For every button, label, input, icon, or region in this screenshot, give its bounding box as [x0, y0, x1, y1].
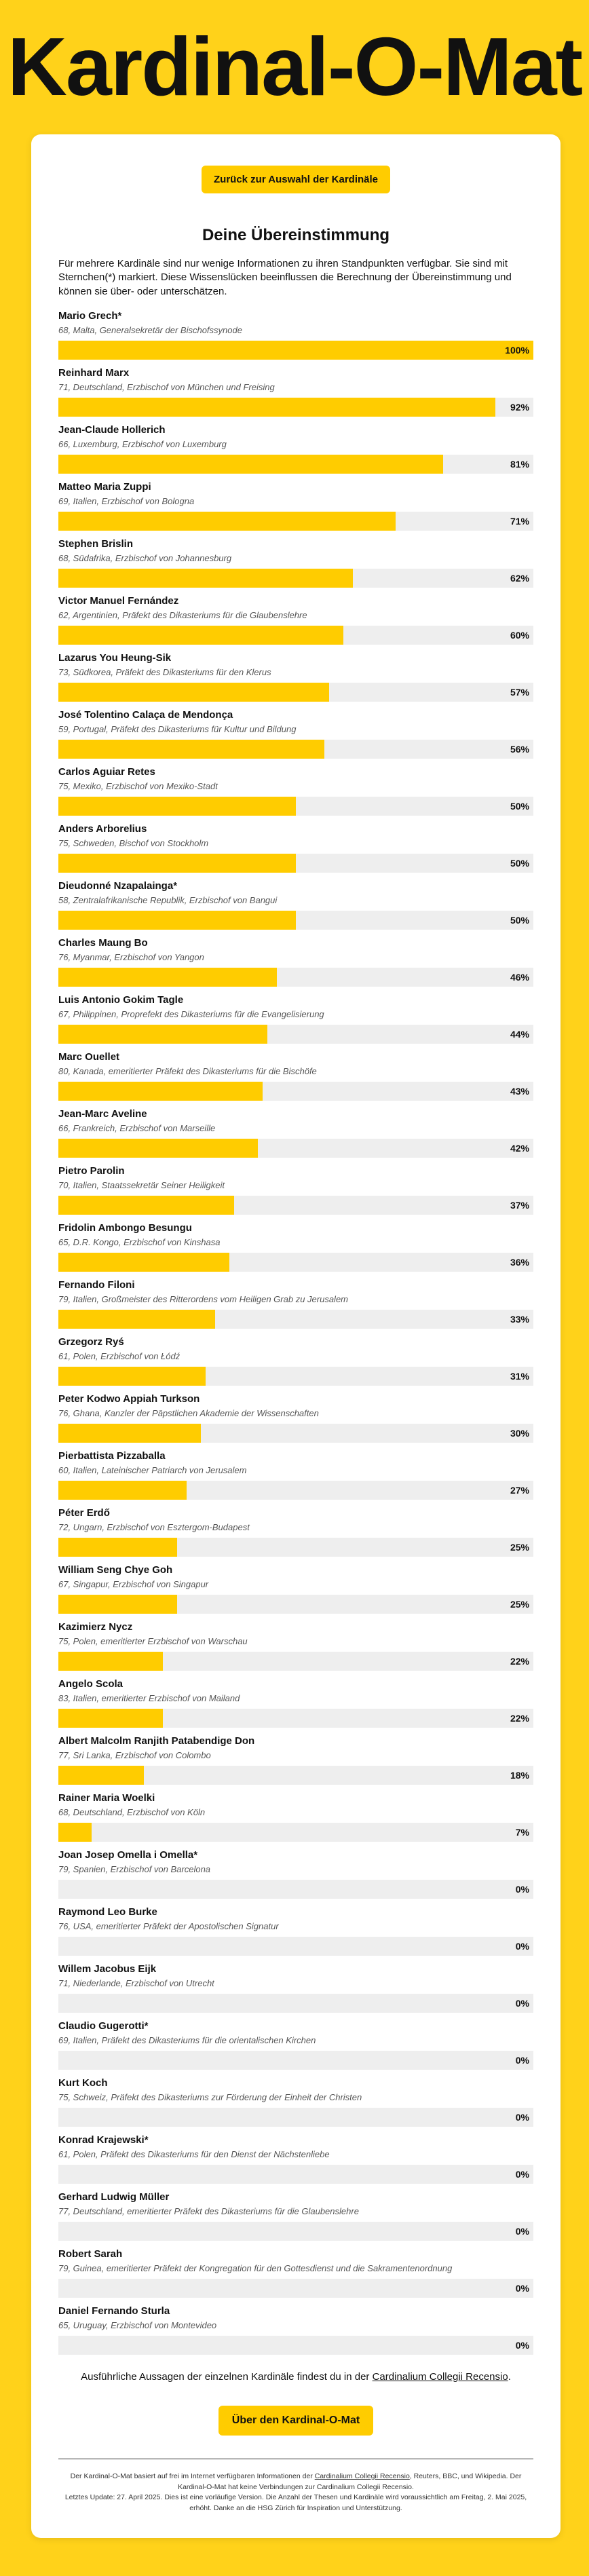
match-bar	[58, 1766, 533, 1785]
match-bar	[58, 1253, 533, 1272]
match-bar	[58, 2279, 533, 2298]
match-bar	[58, 1310, 533, 1329]
match-bar	[58, 911, 533, 930]
cardinal-name: Willem Jacobus Eijk	[58, 1963, 157, 1975]
match-percentage: 31%	[510, 1370, 529, 1382]
cardinal-name: Gerhard Ludwig Müller	[58, 2191, 170, 2203]
match-bar	[58, 1481, 533, 1500]
result-item	[58, 879, 533, 936]
match-percentage: 30%	[510, 1427, 529, 1439]
cardinal-name: Jean-Marc Aveline	[58, 1107, 147, 1120]
match-percentage: 18%	[510, 1769, 529, 1781]
cardinal-details: 71, Niederlande, Erzbischof von Utrecht	[58, 1977, 214, 1988]
cardinal-details: 67, Singapur, Erzbischof von Singapur	[58, 1578, 209, 1589]
match-bar	[58, 341, 533, 360]
result-item	[58, 1735, 533, 1792]
match-bar	[58, 1880, 533, 1899]
result-item	[58, 1507, 533, 1564]
match-bar-fill	[58, 1082, 263, 1101]
match-percentage: 92%	[510, 401, 529, 413]
match-bar	[58, 1709, 533, 1728]
cardinal-name: Konrad Krajewski*	[58, 2134, 149, 2146]
match-bar	[58, 1139, 533, 1158]
result-item	[58, 1963, 533, 2020]
match-percentage: 44%	[510, 1028, 529, 1040]
match-bar	[58, 2051, 533, 2070]
match-percentage: 25%	[510, 1598, 529, 1610]
result-item	[58, 651, 533, 708]
cardinal-name: Reinhard Marx	[58, 366, 130, 379]
match-bar-fill	[58, 683, 329, 702]
cardinal-details: 75, Schweiz, Präfekt des Dikasteriums zur Förderung der Einheit der Christen	[58, 2091, 362, 2102]
match-bar	[58, 626, 533, 645]
cardinal-details: 75, Schweden, Bischof von Stockholm	[58, 837, 209, 848]
match-bar-fill	[58, 740, 324, 759]
result-item	[58, 2020, 533, 2077]
cardinal-details: 77, Sri Lanka, Erzbischof von Colombo	[58, 1749, 211, 1760]
cardinal-name: Fernando Filoni	[58, 1278, 135, 1291]
match-bar-fill	[58, 1139, 258, 1158]
cardinal-name: Grzegorz Ryś	[58, 1336, 124, 1348]
match-percentage: 62%	[510, 572, 529, 584]
result-item	[58, 1678, 533, 1735]
match-bar-fill	[58, 341, 533, 360]
cardinal-name: Mario Grech*	[58, 309, 122, 322]
match-percentage: 50%	[510, 914, 529, 926]
match-percentage: 71%	[510, 515, 529, 527]
match-bar	[58, 2165, 533, 2184]
cardinal-details: 68, Südafrika, Erzbischof von Johannesburg	[58, 552, 232, 563]
cardinal-name: Carlos Aguiar Retes	[58, 765, 155, 778]
recensio-link[interactable]: Cardinalium Collegii Recensio	[372, 2370, 508, 2383]
match-bar	[58, 1025, 533, 1044]
match-bar-fill	[58, 1652, 163, 1671]
match-percentage: 33%	[510, 1313, 529, 1325]
fine-print-text: Der Kardinal-O-Mat basiert auf frei im Internet verfügbaren Informationen der	[70, 2471, 315, 2480]
match-percentage: 25%	[510, 1541, 529, 1553]
cardinal-name: Claudio Gugerotti*	[58, 2020, 149, 2032]
cardinal-details: 75, Mexiko, Erzbischof von Mexiko-Stadt	[58, 780, 218, 791]
cardinal-details: 79, Guinea, emeritierter Präfekt der Kongregation für den Gottesdienst und die Sakramentenordnung	[58, 2262, 453, 2273]
cardinal-name: Dieudonné Nzapalainga*	[58, 879, 178, 892]
match-bar-fill	[58, 455, 443, 474]
cardinal-name: William Seng Chye Goh	[58, 1564, 173, 1576]
match-bar	[58, 1538, 533, 1557]
result-item	[58, 993, 533, 1050]
cardinal-details: 79, Italien, Großmeister des Ritterordens vom Heiligen Grab zu Jerusalem	[58, 1293, 349, 1304]
cardinal-details: 72, Ungarn, Erzbischof von Esztergom-Budapest	[58, 1521, 250, 1532]
match-percentage: 0%	[515, 2225, 529, 2237]
result-item	[58, 423, 533, 480]
result-item	[58, 1221, 533, 1278]
match-bar	[58, 968, 533, 987]
cardinal-details: 66, Luxemburg, Erzbischof von Luxemburg	[58, 438, 227, 449]
details-note-text: Ausführliche Aussagen der einzelnen Kardinäle findest du in der	[81, 2370, 373, 2383]
match-bar-fill	[58, 626, 343, 645]
match-bar	[58, 2222, 533, 2241]
cardinal-name: Victor Manuel Fernández	[58, 594, 179, 607]
cardinal-name: Stephen Brislin	[58, 537, 134, 550]
cardinal-name: Marc Ouellet	[58, 1050, 120, 1063]
match-bar-fill	[58, 1367, 206, 1386]
match-percentage: 0%	[515, 2282, 529, 2294]
match-bar-fill	[58, 1766, 144, 1785]
result-item	[58, 708, 533, 765]
match-bar	[58, 1994, 533, 2013]
match-bar-fill	[58, 1595, 177, 1614]
result-item	[58, 309, 533, 366]
match-bar-fill	[58, 854, 296, 873]
cardinal-name: Albert Malcolm Ranjith Patabendige Don	[58, 1735, 255, 1747]
details-note-end: .	[508, 2370, 511, 2383]
cardinal-details: 69, Italien, Erzbischof von Bologna	[58, 495, 195, 506]
cardinal-details: 77, Deutschland, emeritierter Präfekt des Dikasteriums für die Glaubenslehre	[58, 2205, 359, 2216]
match-bar	[58, 1595, 533, 1614]
result-item	[58, 1450, 533, 1507]
cardinal-name: Peter Kodwo Appiah Turkson	[58, 1393, 200, 1405]
match-percentage: 0%	[515, 1883, 529, 1895]
cardinal-details: 69, Italien, Präfekt des Dikasteriums für die orientalischen Kirchen	[58, 2034, 316, 2045]
cardinal-name: Joan Josep Omella i Omella*	[58, 1849, 198, 1861]
details-note	[58, 2371, 533, 2383]
match-bar-fill	[58, 1196, 234, 1215]
cardinal-details: 66, Frankreich, Erzbischof von Marseille	[58, 1122, 216, 1133]
result-item	[58, 2191, 533, 2248]
cardinal-details: 62, Argentinien, Präfekt des Dikasteriums für die Glaubenslehre	[58, 609, 307, 620]
match-bar-fill	[58, 1025, 267, 1044]
match-percentage: 22%	[510, 1712, 529, 1724]
cardinal-name: Anders Arborelius	[58, 822, 147, 835]
match-percentage: 0%	[515, 2339, 529, 2351]
match-bar-fill	[58, 398, 495, 417]
match-percentage: 56%	[510, 743, 529, 755]
result-item	[58, 2248, 533, 2305]
match-percentage: 100%	[505, 344, 529, 356]
result-item	[58, 480, 533, 537]
match-percentage: 7%	[515, 1826, 529, 1838]
match-bar	[58, 1937, 533, 1956]
result-item	[58, 1792, 533, 1849]
result-item	[58, 594, 533, 651]
match-bar	[58, 398, 533, 417]
match-percentage: 81%	[510, 458, 529, 470]
result-item	[58, 1107, 533, 1164]
match-bar	[58, 1082, 533, 1101]
result-item	[58, 2077, 533, 2134]
match-bar	[58, 1823, 533, 1842]
match-percentage: 36%	[510, 1256, 529, 1268]
result-item	[58, 765, 533, 822]
match-bar	[58, 569, 533, 588]
cardinal-details: 80, Kanada, emeritierter Präfekt des Dikasteriums für die Bischöfe	[58, 1065, 317, 1076]
cardinal-name: Kurt Koch	[58, 2077, 108, 2089]
match-bar-fill	[58, 512, 396, 531]
match-bar-fill	[58, 1538, 177, 1557]
result-item	[58, 1336, 533, 1393]
cardinal-name: Jean-Claude Hollerich	[58, 423, 166, 436]
match-percentage: 50%	[510, 800, 529, 812]
match-percentage: 0%	[515, 2054, 529, 2066]
cardinal-name: Kazimierz Nycz	[58, 1621, 133, 1633]
match-bar-fill	[58, 1253, 229, 1272]
match-percentage: 0%	[515, 2111, 529, 2123]
brand-title: Kardinal-O-Mat	[7, 20, 582, 113]
cardinal-name: José Tolentino Calaça de Mendonça	[58, 708, 233, 721]
cardinal-details: 83, Italien, emeritierter Erzbischof von Mailand	[58, 1692, 240, 1703]
intro-text: Für mehrere Kardinäle sind nur wenige Informationen zu ihren Standpunkten verfügbar. Sie sind mit Sternchen(*) markiert. Diese Wissenslücken beeinflussen die Berechnung der Übereinstimmung und können sie über- oder unterschätzen.	[58, 258, 512, 297]
match-percentage: 0%	[515, 2168, 529, 2180]
match-bar	[58, 512, 533, 531]
match-percentage: 57%	[510, 686, 529, 698]
cardinal-name: Matteo Maria Zuppi	[58, 480, 151, 493]
cardinal-details: 73, Südkorea, Präfekt des Dikasteriums für den Klerus	[58, 666, 271, 677]
match-percentage: 27%	[510, 1484, 529, 1496]
cardinal-details: 65, Uruguay, Erzbischof von Montevideo	[58, 2319, 217, 2330]
cardinal-name: Charles Maung Bo	[58, 936, 148, 949]
cardinal-details: 68, Malta, Generalsekretär der Bischofssynode	[58, 324, 242, 335]
cardinal-name: Angelo Scola	[58, 1678, 124, 1690]
cardinal-details: 58, Zentralafrikanische Republik, Erzbischof von Bangui	[58, 894, 278, 905]
cardinal-details: 60, Italien, Lateinischer Patriarch von Jerusalem	[58, 1464, 247, 1475]
page-title: Deine Übereinstimmung	[202, 226, 390, 244]
back-to-selection-button[interactable]: Zurück zur Auswahl der Kardinäle	[202, 166, 390, 193]
match-bar-fill	[58, 911, 296, 930]
cardinal-details: 59, Portugal, Präfekt des Dikasteriums für Kultur und Bildung	[58, 723, 297, 734]
results-list	[58, 309, 533, 2362]
result-item	[58, 1906, 533, 1963]
match-bar	[58, 683, 533, 702]
match-bar-fill	[58, 797, 296, 816]
match-bar-fill	[58, 1310, 215, 1329]
result-item	[58, 936, 533, 993]
cardinal-details: 76, USA, emeritierter Präfekt der Apostolischen Signatur	[58, 1920, 279, 1931]
match-bar-fill	[58, 1709, 163, 1728]
cardinal-details: 61, Polen, Präfekt des Dikasteriums für den Dienst der Nächstenliebe	[58, 2148, 330, 2159]
cardinal-details: 61, Polen, Erzbischof von Łódź	[58, 1350, 180, 1361]
match-bar	[58, 854, 533, 873]
cardinal-details: 79, Spanien, Erzbischof von Barcelona	[58, 1863, 211, 1874]
match-percentage: 46%	[510, 971, 529, 983]
result-item	[58, 2134, 533, 2191]
result-item	[58, 1849, 533, 1906]
cardinal-name: Lazarus You Heung-Sik	[58, 651, 172, 664]
match-bar-fill	[58, 569, 353, 588]
result-item	[58, 366, 533, 423]
result-item	[58, 1621, 533, 1678]
match-percentage: 37%	[510, 1199, 529, 1211]
result-item	[58, 1393, 533, 1450]
match-bar	[58, 2336, 533, 2355]
match-bar-fill	[58, 1823, 92, 1842]
cardinal-name: Péter Erdő	[58, 1507, 110, 1519]
brand-header	[0, 0, 589, 133]
cardinal-details: 76, Ghana, Kanzler der Päpstlichen Akademie der Wissenschaften	[58, 1407, 319, 1418]
match-percentage: 43%	[510, 1085, 529, 1097]
cardinal-name: Pierbattista Pizzaballa	[58, 1450, 166, 1462]
fine-print-recensio-link[interactable]: Cardinalium Collegii Recensio	[314, 2471, 410, 2480]
cardinal-name: Luis Antonio Gokim Tagle	[58, 993, 184, 1006]
about-button[interactable]: Über den Kardinal-O-Mat	[218, 2406, 373, 2436]
result-item	[58, 2305, 533, 2362]
match-bar	[58, 1196, 533, 1215]
result-item	[58, 1050, 533, 1107]
match-bar	[58, 2108, 533, 2127]
cardinal-name: Pietro Parolin	[58, 1164, 125, 1177]
match-bar-fill	[58, 1424, 201, 1443]
match-bar	[58, 740, 533, 759]
cardinal-details: 71, Deutschland, Erzbischof von München und Freising	[58, 381, 275, 392]
match-bar	[58, 797, 533, 816]
result-item	[58, 1564, 533, 1621]
match-bar-fill	[58, 968, 277, 987]
match-bar-fill	[58, 1481, 187, 1500]
match-bar	[58, 1424, 533, 1443]
match-bar	[58, 1367, 533, 1386]
match-percentage: 50%	[510, 857, 529, 869]
result-item	[58, 537, 533, 594]
fine-print-line-2: Letztes Update: 27. April 2025. Dies ist eine vorläufige Version. Die Anzahl der Thesen und Kardinäle wird voraussichtlich am Freitag, 2. Mai 2025, erhöht. Danke an die HSG Zürich für Inspiration und Unterstützung.	[64, 2493, 527, 2512]
result-item	[58, 1164, 533, 1221]
fine-print-text-after: , Reuters, BBC, und Wikipedia. Der Kardinal-O-Mat hat keine Verbindungen zur Cardinalium Collegii Recensio.	[178, 2471, 522, 2491]
match-percentage: 0%	[515, 1997, 529, 2009]
cardinal-name: Robert Sarah	[58, 2248, 123, 2260]
cardinal-name: Raymond Leo Burke	[58, 1906, 157, 1918]
cardinal-name: Rainer Maria Woelki	[58, 1792, 155, 1804]
match-bar	[58, 1652, 533, 1671]
match-percentage: 22%	[510, 1655, 529, 1667]
result-item	[58, 1278, 533, 1336]
result-item	[58, 822, 533, 879]
cardinal-details: 67, Philippinen, Proprefekt des Dikasteriums für die Evangelisierung	[58, 1008, 324, 1019]
cardinal-details: 70, Italien, Staatssekretär Seiner Heiligkeit	[58, 1179, 225, 1190]
match-bar	[58, 455, 533, 474]
cardinal-details: 75, Polen, emeritierter Erzbischof von Warschau	[58, 1635, 248, 1646]
fine-print-line-1	[58, 2471, 533, 2493]
cardinal-details: 68, Deutschland, Erzbischof von Köln	[58, 1806, 206, 1817]
results-card	[31, 134, 560, 2538]
match-percentage: 60%	[510, 629, 529, 641]
cardinal-name: Daniel Fernando Sturla	[58, 2305, 170, 2317]
cardinal-details: 76, Myanmar, Erzbischof von Yangon	[58, 951, 204, 962]
cardinal-name: Fridolin Ambongo Besungu	[58, 1221, 192, 1234]
match-percentage: 0%	[515, 1940, 529, 1952]
cardinal-details: 65, D.R. Kongo, Erzbischof von Kinshasa	[58, 1236, 221, 1247]
fine-print	[58, 2471, 533, 2514]
match-percentage: 42%	[510, 1142, 529, 1154]
